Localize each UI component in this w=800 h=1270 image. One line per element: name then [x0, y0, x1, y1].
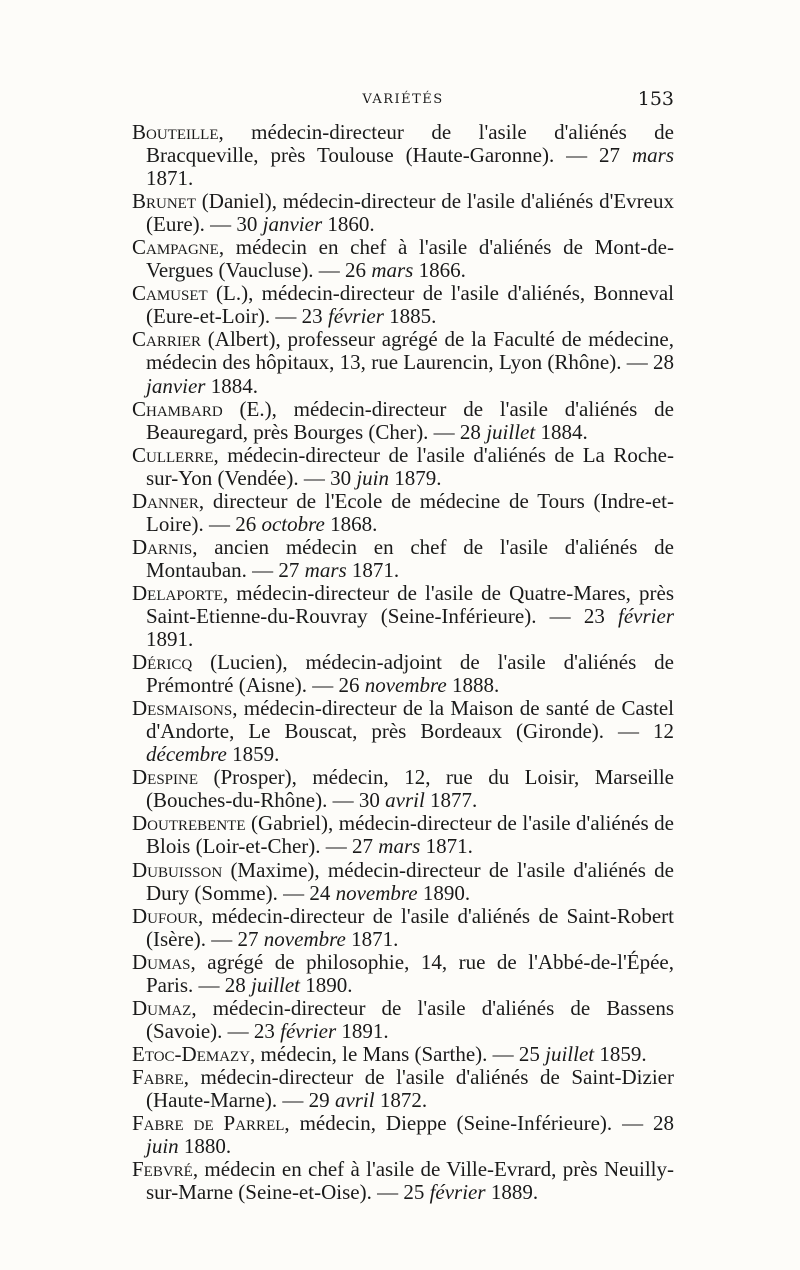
member-name: Dufour: [132, 903, 199, 928]
admission-month: mars: [371, 258, 414, 283]
member-name: Desmaisons: [132, 696, 233, 721]
admission-month: janvier: [262, 212, 323, 237]
admission-month: mars: [378, 834, 421, 859]
member-name: Carrier: [132, 327, 202, 352]
list-item: [132, 697, 674, 766]
admission-year: 1890.: [300, 972, 353, 997]
member-details: , médecin-directeur de l'asile d'aliénés de Bracqueville, près Toulouse (Haute-Garonne). — 27: [146, 120, 674, 168]
admission-month: novembre: [263, 926, 346, 951]
admission-month: avril: [334, 1087, 375, 1112]
admission-year: 1884.: [535, 419, 588, 444]
member-details: , médecin, le Mans (Sarthe). — 25: [250, 1041, 546, 1066]
admission-year: 1871.: [146, 166, 194, 191]
admission-year: 1889.: [485, 1180, 539, 1205]
member-details: , médecin-directeur de la Maison de santé de Castel d'Andorte, Le Bouscat, près Bordeaux (Gironde). — 12: [146, 696, 674, 744]
member-details: , agrégé de philosophie, 14, rue de l'Abbé-de-l'Épée, Paris. — 28: [146, 949, 674, 997]
list-item: [132, 1043, 674, 1066]
list-item: [132, 1158, 674, 1204]
member-details: (Gabriel), médecin-directeur de l'asile d'aliénés de Blois (Loir-et-Cher). — 27: [146, 811, 674, 859]
member-details: (Prosper), médecin, 12, rue du Loisir, Marseille (Bouches-du-Rhône). — 30: [146, 765, 674, 813]
admission-month: juin: [356, 465, 390, 490]
admission-month: février: [429, 1180, 486, 1205]
list-item: [132, 582, 674, 651]
admission-year: 1859.: [226, 742, 280, 767]
running-title: VARIÉTÉS: [362, 92, 444, 107]
admission-year: 1879.: [389, 465, 442, 490]
member-name: Darnis: [132, 534, 193, 559]
member-name: Fabre: [132, 1064, 184, 1089]
list-item: [132, 766, 674, 812]
member-details: , médecin-directeur de l'asile d'aliénés de La Roche-sur-Yon (Vendée). — 30: [146, 442, 674, 490]
member-name: Camuset: [132, 281, 208, 306]
member-details: , médecin-directeur de l'asile d'aliénés de Saint-Robert (Isère). — 27: [146, 903, 674, 951]
list-item: [132, 444, 674, 490]
member-name: Delaporte: [132, 580, 223, 605]
list-item: [132, 490, 674, 536]
list-item: [132, 997, 674, 1043]
admission-year: 1859.: [594, 1041, 647, 1066]
list-item: [132, 905, 674, 951]
member-name: Fabre de Parrel: [132, 1111, 285, 1136]
member-list: [132, 121, 674, 1204]
admission-month: février: [618, 603, 674, 628]
admission-year: 1871.: [420, 834, 473, 859]
member-name: Danner: [132, 488, 199, 513]
admission-year: 1860.: [322, 212, 375, 237]
admission-month: juillet: [545, 1041, 595, 1066]
member-details: (Albert), professeur agrégé de la Faculté de médecine, médecin des hôpitaux, 13, rue Laurencin, Lyon (Rhône). — 28: [146, 327, 674, 375]
admission-year: 1871.: [346, 557, 400, 582]
member-name: Déricq: [132, 650, 193, 675]
member-details: (Daniel), médecin-directeur de l'asile d'aliénés d'Evreux (Eure). — 30: [146, 189, 674, 237]
list-item: [132, 190, 674, 236]
member-name: Cullerre: [132, 442, 214, 467]
member-details: , ancien médecin en chef de l'asile d'aliénés de Montauban. — 27: [146, 534, 674, 582]
member-name: Bouteille: [132, 120, 219, 144]
list-item: [132, 236, 674, 282]
admission-year: 1866.: [413, 258, 466, 283]
list-item: [132, 951, 674, 997]
admission-month: novembre: [364, 673, 447, 698]
member-details: , directeur de l'Ecole de médecine de Tours (Indre-et-Loire). — 26: [146, 488, 674, 536]
admission-year: 1884.: [205, 373, 258, 398]
member-details: , médecin, Dieppe (Seine-Inférieure). — 28: [284, 1111, 674, 1136]
admission-month: janvier: [146, 373, 206, 398]
list-item: [132, 328, 674, 397]
member-details: (Maxime), médecin-directeur de l'asile d'aliénés de Dury (Somme). — 24: [146, 857, 674, 905]
admission-month: mars: [631, 143, 674, 168]
member-name: Doutrebente: [132, 811, 246, 836]
admission-year: 1872.: [374, 1087, 428, 1112]
admission-month: novembre: [335, 880, 418, 905]
list-item: [132, 398, 674, 444]
page-header: [132, 88, 674, 112]
member-details: , médecin en chef à l'asile d'aliénés de Mont-de-Vergues (Vaucluse). — 26: [146, 235, 674, 283]
admission-year: 1877.: [424, 788, 478, 813]
admission-year: 1891.: [146, 627, 194, 652]
list-item: [132, 859, 674, 905]
admission-year: 1891.: [336, 1018, 389, 1043]
list-item: [132, 1066, 674, 1112]
member-details: , médecin-directeur de l'asile de Quatre-Mares, près Saint-Etienne-du-Rouvray (Seine-Inférieure). — 23: [146, 580, 674, 628]
list-item: [132, 536, 674, 582]
member-name: Campagne: [132, 235, 219, 260]
list-item: [132, 812, 674, 858]
list-item: [132, 651, 674, 697]
admission-year: 1888.: [446, 673, 500, 698]
admission-month: mars: [304, 557, 347, 582]
member-name: Dumaz: [132, 995, 192, 1020]
member-details: (L.), médecin-directeur de l'asile d'aliénés, Bonneval (Eure-et-Loir). — 23: [146, 281, 674, 329]
admission-year: 1880.: [178, 1134, 232, 1159]
page-number: 153: [637, 88, 674, 110]
member-name: Etoc-Demazy: [132, 1041, 251, 1066]
member-name: Dumas: [132, 949, 191, 974]
member-details: (E.), médecin-directeur de l'asile d'aliénés de Beauregard, près Bourges (Cher). — 28: [146, 396, 674, 444]
admission-year: 1871.: [345, 926, 399, 951]
member-details: , médecin-directeur de l'asile d'aliénés de Bassens (Savoie). — 23: [146, 995, 674, 1043]
admission-month: octobre: [261, 511, 325, 536]
member-name: Febvré: [132, 1157, 193, 1182]
member-name: Chambard: [132, 396, 223, 421]
admission-year: 1868.: [324, 511, 378, 536]
admission-year: 1890.: [417, 880, 471, 905]
member-name: Dubuisson: [132, 857, 223, 882]
admission-month: juin: [146, 1134, 179, 1159]
admission-year: 1885.: [383, 304, 437, 329]
admission-month: février: [327, 304, 384, 329]
member-name: Despine: [132, 765, 199, 790]
admission-month: décembre: [146, 742, 227, 767]
admission-month: février: [280, 1018, 337, 1043]
member-name: Brunet: [132, 189, 197, 214]
list-item: [132, 282, 674, 328]
admission-month: juillet: [486, 419, 536, 444]
admission-month: juillet: [251, 972, 300, 997]
list-item: [132, 1112, 674, 1158]
member-details: , médecin en chef à l'asile de Ville-Evrard, près Neuilly-sur-Marne (Seine-et-Oise). — 25: [146, 1157, 674, 1205]
member-details: (Lucien), médecin-adjoint de l'asile d'aliénés de Prémontré (Aisne). — 26: [146, 650, 674, 698]
admission-month: avril: [385, 788, 425, 813]
list-item: [132, 121, 674, 190]
member-details: , médecin-directeur de l'asile d'aliénés de Saint-Dizier (Haute-Marne). — 29: [146, 1064, 674, 1112]
